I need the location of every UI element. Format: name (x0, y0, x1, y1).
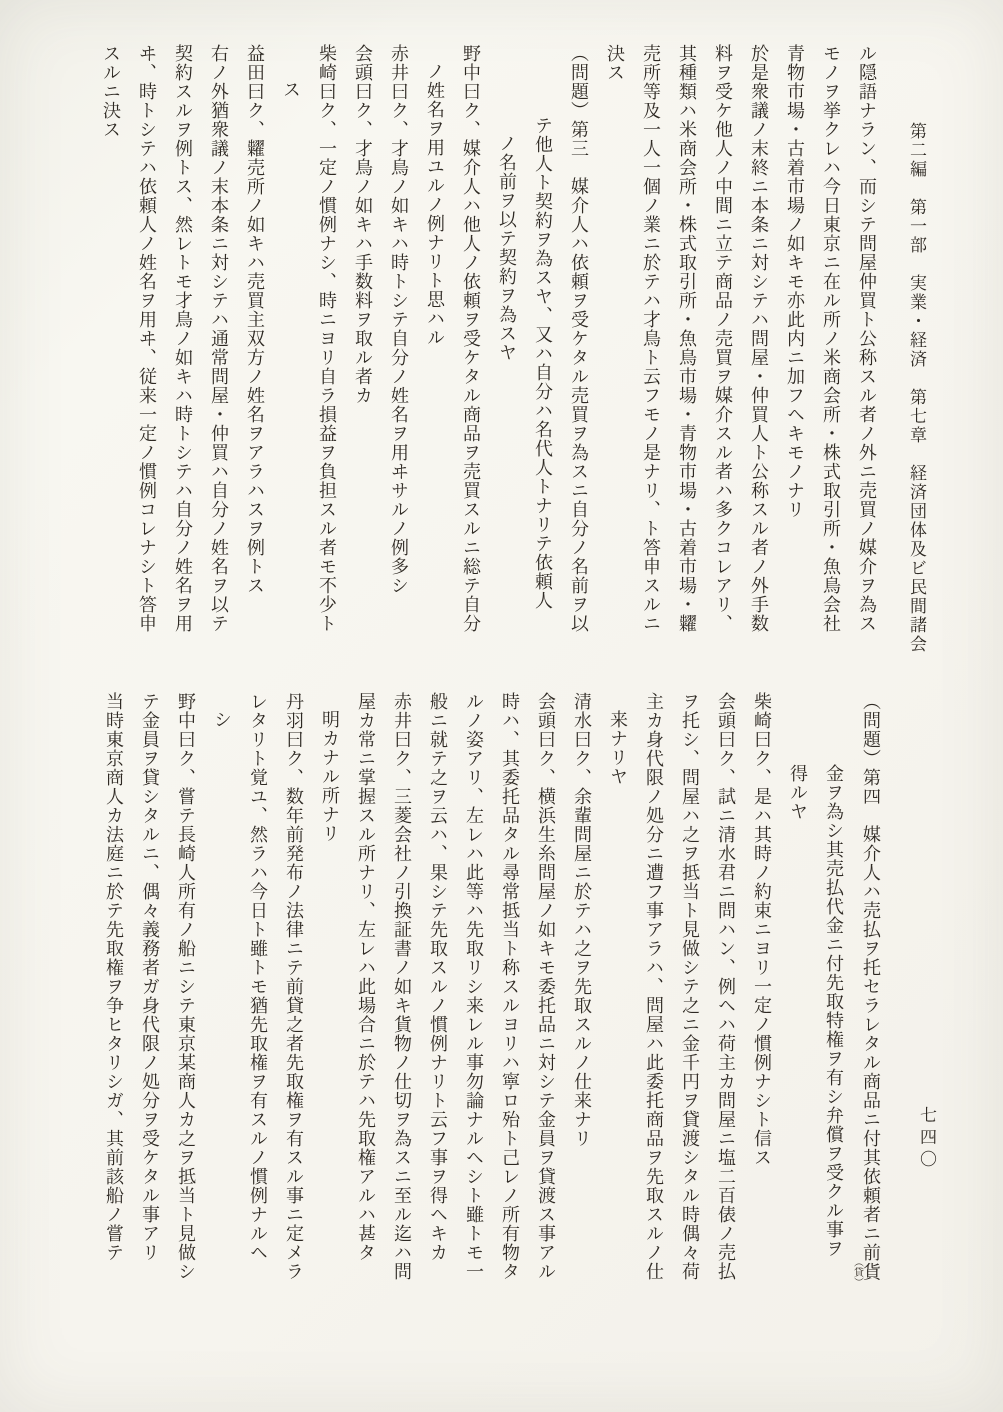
text-column: 其種類ハ米商会所・株式取引所・魚鳥市場・青物市場・古着市場・糶 (677, 44, 697, 633)
text-column: 得ルヤ (788, 764, 808, 821)
text-column: 右ノ外猶衆議ノ末本条ニ対シテハ通常問屋・仲買ハ自分ノ姓名ヲ以テ (209, 44, 229, 633)
text-column: 清水曰ク、余輩問屋ニ於テハ之ヲ先取スルノ仕来ナリ (572, 692, 592, 1148)
text-column: ル隠語ナラン、而シテ問屋仲買ト公称スル者ノ外ニ売買ノ媒介ヲ為ス (857, 44, 877, 633)
text-column: ノ姓名ヲ用ユルノ例ナリト思ハル (425, 62, 445, 347)
text-column: 来ナリヤ (608, 710, 628, 786)
text-column: レタリト覚ユ、然ラハ今日ト雖トモ猶先取権ヲ有スルノ慣例ナルヘ (248, 692, 268, 1262)
text-column: 金ヲ為シ其売払代金ニ付先取特権ヲ有シ弁償ヲ受クル事ヲ (824, 764, 844, 1258)
text-column: テ金員ヲ貸シタルニ、偶々義務者ガ身代限ノ処分ヲ受ケタル事アリ (140, 692, 160, 1262)
text-column: 会頭曰ク、才鳥ノ如キハ手数料ヲ取ル者カ (353, 44, 373, 405)
text-column: 青物市場・古着市場ノ如キモ亦此内ニ加フヘキモノナリ (785, 44, 805, 519)
text-column: 決ス (605, 44, 625, 82)
bottom-text-block (96, 692, 889, 1294)
text-column: ノ名前ヲ以テ契約ヲ為スヤ (497, 134, 517, 362)
text-column: 於是衆議ノ末終ニ本条ニ対シテハ問屋・仲買人ト公称スル者ノ外手数 (749, 44, 769, 633)
erratum-base: 貨 (861, 1257, 881, 1287)
column-text: （問題）第四 媒介人ハ売払ヲ托セラレタル商品ニ付其依頼者ニ前 (861, 692, 881, 1262)
text-column: シ (212, 710, 232, 729)
text-column: （問題）第三 媒介人ハ依頼ヲ受ケタル売買ヲ為スニ自分ノ名前ヲ以 (569, 44, 589, 633)
text-column: 般ニ就テ之ヲ云ハ、果シテ先取スルノ慣例ナリト云フ事ヲ得ヘキカ (428, 692, 448, 1262)
erratum-character (851, 1257, 881, 1287)
text-column: 柴崎曰ク、是ハ其時ノ約束ニヨリ一定ノ慣例ナシト信ス (752, 692, 772, 1167)
text-column: 野中曰ク、嘗テ長崎人所有ノ船ニシテ東京某商人カ之ヲ抵当ト見做シ (176, 692, 196, 1281)
text-column: 野中曰ク、媒介人ハ他人ノ依頼ヲ受ケタル商品ヲ売買スルニ総テ自分 (461, 44, 481, 633)
text-column: 時ハ、其委托品タル尋常抵当ト称スルヨリハ寧ロ殆ト己レノ所有物タ (500, 692, 520, 1281)
text-column (852, 692, 889, 1294)
running-head: 第二編 第一部 実業・経済 第七章 経済団体及ビ民間諸会 (907, 122, 926, 654)
text-column: 会頭曰ク、試ニ清水君ニ問ハン、例ヘハ荷主カ問屋ニ塩二百俵ノ売払 (716, 692, 736, 1281)
text-column: ス (281, 80, 301, 99)
text-column: スルニ決ス (101, 44, 121, 139)
text-column: 明カナル所ナリ (320, 710, 340, 843)
text-column: 赤井曰ク、三菱会社ノ引換証書ノ如キ貨物ノ仕切ヲ為スニ至ル迄ハ問 (392, 692, 412, 1281)
text-column: 会頭曰ク、横浜生糸問屋ノ如キモ委托品ニ対シテ金員ヲ貸渡ス事アル (536, 692, 556, 1281)
text-column: 当時東京商人カ法庭ニ於テ先取権ヲ争ヒタリシガ、其前該船ノ嘗テ (104, 692, 124, 1262)
erratum-note: （貸） (851, 1257, 863, 1287)
top-text-block (93, 44, 885, 646)
text-column: 主カ身代限ノ処分ニ遭フ事アラハ、問屋ハ此委托商品ヲ先取スルノ仕 (644, 692, 664, 1281)
text-column: 料ヲ受ケ他人ノ中間ニ立テ商品ノ売買ヲ媒介スル者ハ多クコレアリ、 (713, 44, 733, 633)
text-column: ヲ托シ、問屋ハ之ヲ抵当ト見做シテ之ニ金千円ヲ貸渡シタル時偶々荷 (680, 692, 700, 1281)
text-column: 売所等及一人一個ノ業ニ於テハ才鳥ト云フモノ是ナリ、ト答申スルニ (641, 44, 661, 633)
text-column: ヰ、時トシテハ依頼人ノ姓名ヲ用ヰ、従来一定ノ慣例コレナシト答申 (137, 44, 157, 633)
page-number: 七四〇 (917, 1106, 936, 1172)
text-column: 柴崎曰ク、一定ノ慣例ナシ、時ニヨリ自ラ損益ヲ負担スル者モ不少ト (317, 44, 337, 633)
text-column: 契約スルヲ例トス、然レトモ才鳥ノ如キハ時トシテハ自分ノ姓名ヲ用 (173, 44, 193, 633)
text-column: ルノ姿アリ、左レハ此等ハ先取リシ来レル事勿論ナルヘシト雖トモ一 (464, 692, 484, 1281)
text-column: 益田曰ク、糶売所ノ如キハ売買主双方ノ姓名ヲアラハスヲ例トス (245, 44, 265, 595)
text-column: テ他人ト契約ヲ為スヤ、又ハ自分ハ名代人トナリテ依頼人 (533, 116, 553, 610)
text-column: 丹羽曰ク、数年前発布ノ法律ニテ前貸之者先取権ヲ有スル事ニ定メラ (284, 692, 304, 1281)
text-column: モノヲ挙クレハ今日東京ニ在ル所ノ米商会所・株式取引所・魚鳥会社 (821, 44, 841, 633)
text-column: 赤井曰ク、才鳥ノ如キハ時トシテ自分ノ姓名ヲ用ヰサルノ例多シ (389, 44, 409, 595)
text-column: 屋カ常ニ掌握スル所ナリ、左レハ此場合ニ於テハ先取権アルハ甚タ (356, 692, 376, 1262)
